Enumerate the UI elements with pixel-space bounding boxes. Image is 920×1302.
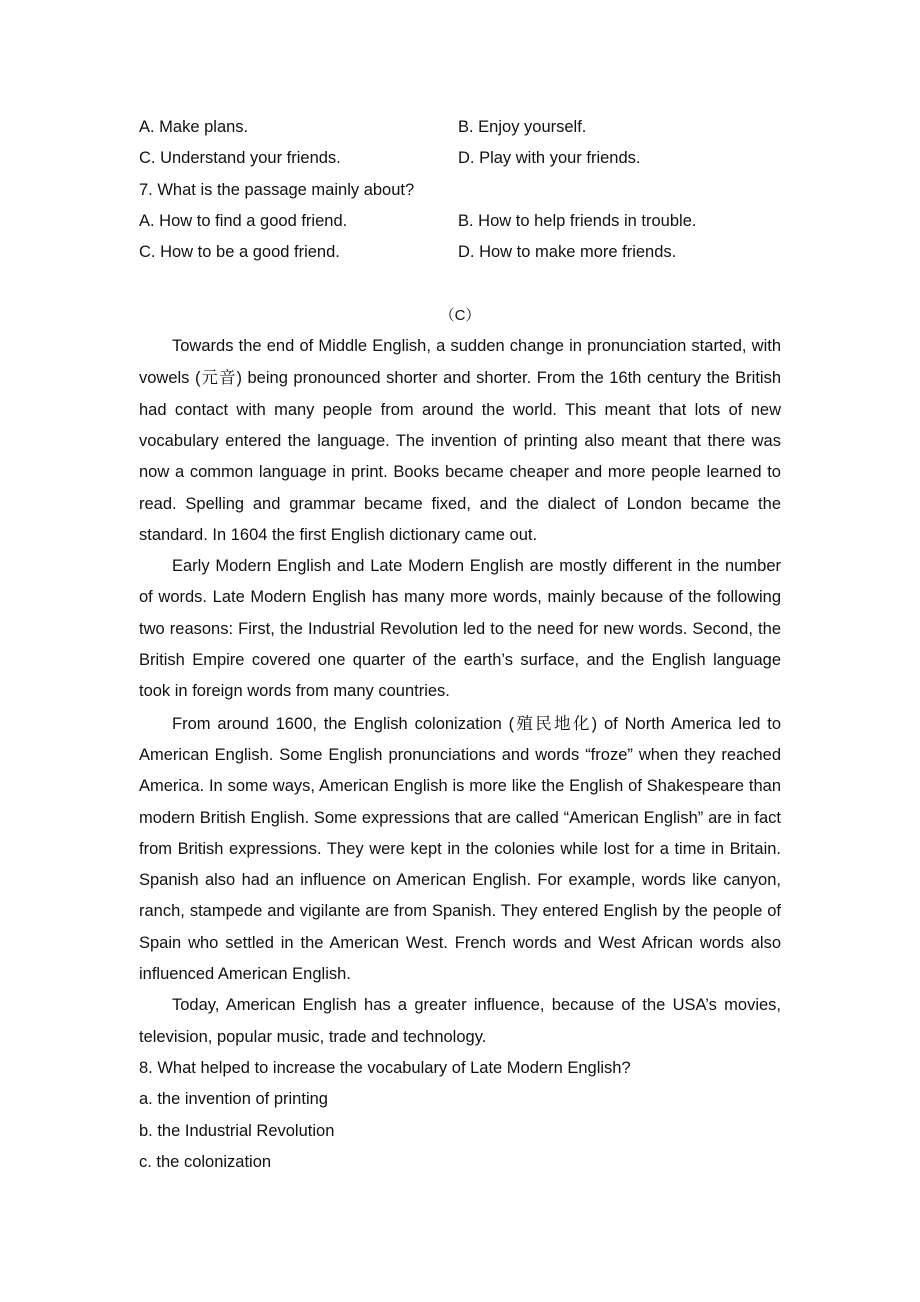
p1-text-1: Towards the end of Middle English, a sudden change in pronunciation started, with vowels ( bbox=[139, 337, 781, 388]
passage-paragraph-4: Today, American English has a greater influence, because of the USA’s movies, television, popular music, trade and technology. bbox=[139, 996, 781, 1046]
q8-option-c[interactable]: c. the colonization bbox=[139, 1152, 272, 1171]
q6-option-d[interactable]: D. Play with your friends. bbox=[458, 149, 641, 168]
document-page bbox=[139, 112, 781, 1178]
p3-text-2: ) of North America led to American English. Some English pronunciations and words “froze” when they reached America. In some ways, American English is more like the English of Shakespeare than modern British English. Some expressions that are called “American English” are in fact from British expressions. They were kept in the colonies while lost for a time in Britain. Spanish also had an influence on American English. For example, words like canyon, ranch, stampede and vigilante are from Spanish. They entered English by the people of Spain who settled in the American West. French words and West African words also influenced American English. bbox=[139, 714, 782, 984]
q7-option-d[interactable]: D. How to make more friends. bbox=[458, 243, 677, 262]
passage-paragraph-3 bbox=[139, 708, 781, 991]
passage-paragraph-1 bbox=[139, 331, 781, 551]
p3-text-1: From around 1600, the English colonization ( bbox=[172, 714, 515, 733]
q7-option-a[interactable]: A. How to find a good friend. bbox=[139, 211, 348, 230]
q6-option-c[interactable]: C. Understand your friends. bbox=[139, 149, 341, 168]
p1-cjk-gloss: 元音 bbox=[200, 368, 237, 388]
p3-cjk-gloss: 殖民地化 bbox=[514, 713, 592, 733]
q7-option-b[interactable]: B. How to help friends in trouble. bbox=[458, 211, 697, 230]
q6-option-b[interactable]: B. Enjoy yourself. bbox=[458, 118, 587, 136]
q6-options-row-1 bbox=[139, 112, 781, 143]
q7-options-row-2 bbox=[139, 237, 781, 268]
section-label: （C） bbox=[439, 306, 481, 324]
q8-stem: 8. What helped to increase the vocabulary of Late Modern English? bbox=[139, 1058, 631, 1077]
passage-paragraph-2: Early Modern English and Late Modern English are mostly different in the number of words. Late Modern English has many more words, mainly because of the following two reasons: First, the Industrial Revolution led to the need for new words. Second, the British Empire covered one quarter of the earth’s surface, and the English language took in foreign words from many countries. bbox=[139, 557, 781, 701]
q6-options-row-2 bbox=[139, 143, 781, 174]
q7-stem: 7. What is the passage mainly about? bbox=[139, 180, 415, 199]
q6-option-a[interactable]: A. Make plans. bbox=[139, 118, 249, 136]
q7-option-c[interactable]: C. How to be a good friend. bbox=[139, 243, 340, 262]
p1-text-2: ) being pronounced shorter and shorter. From the 16th century the British had contact with many people from around the world. This meant that lots of new vocabulary entered the language. The invention of printing also meant that there was now a common language in print. Books became cheaper and more people learned to read. Spelling and grammar became fixed, and the dialect of London became the standard. In 1604 the first English dictionary came out. bbox=[139, 369, 782, 544]
spacer bbox=[139, 268, 781, 299]
q7-options-row-1 bbox=[139, 206, 781, 237]
q8-option-b[interactable]: b. the Industrial Revolution bbox=[139, 1121, 335, 1140]
q8-option-a[interactable]: a. the invention of printing bbox=[139, 1090, 328, 1109]
